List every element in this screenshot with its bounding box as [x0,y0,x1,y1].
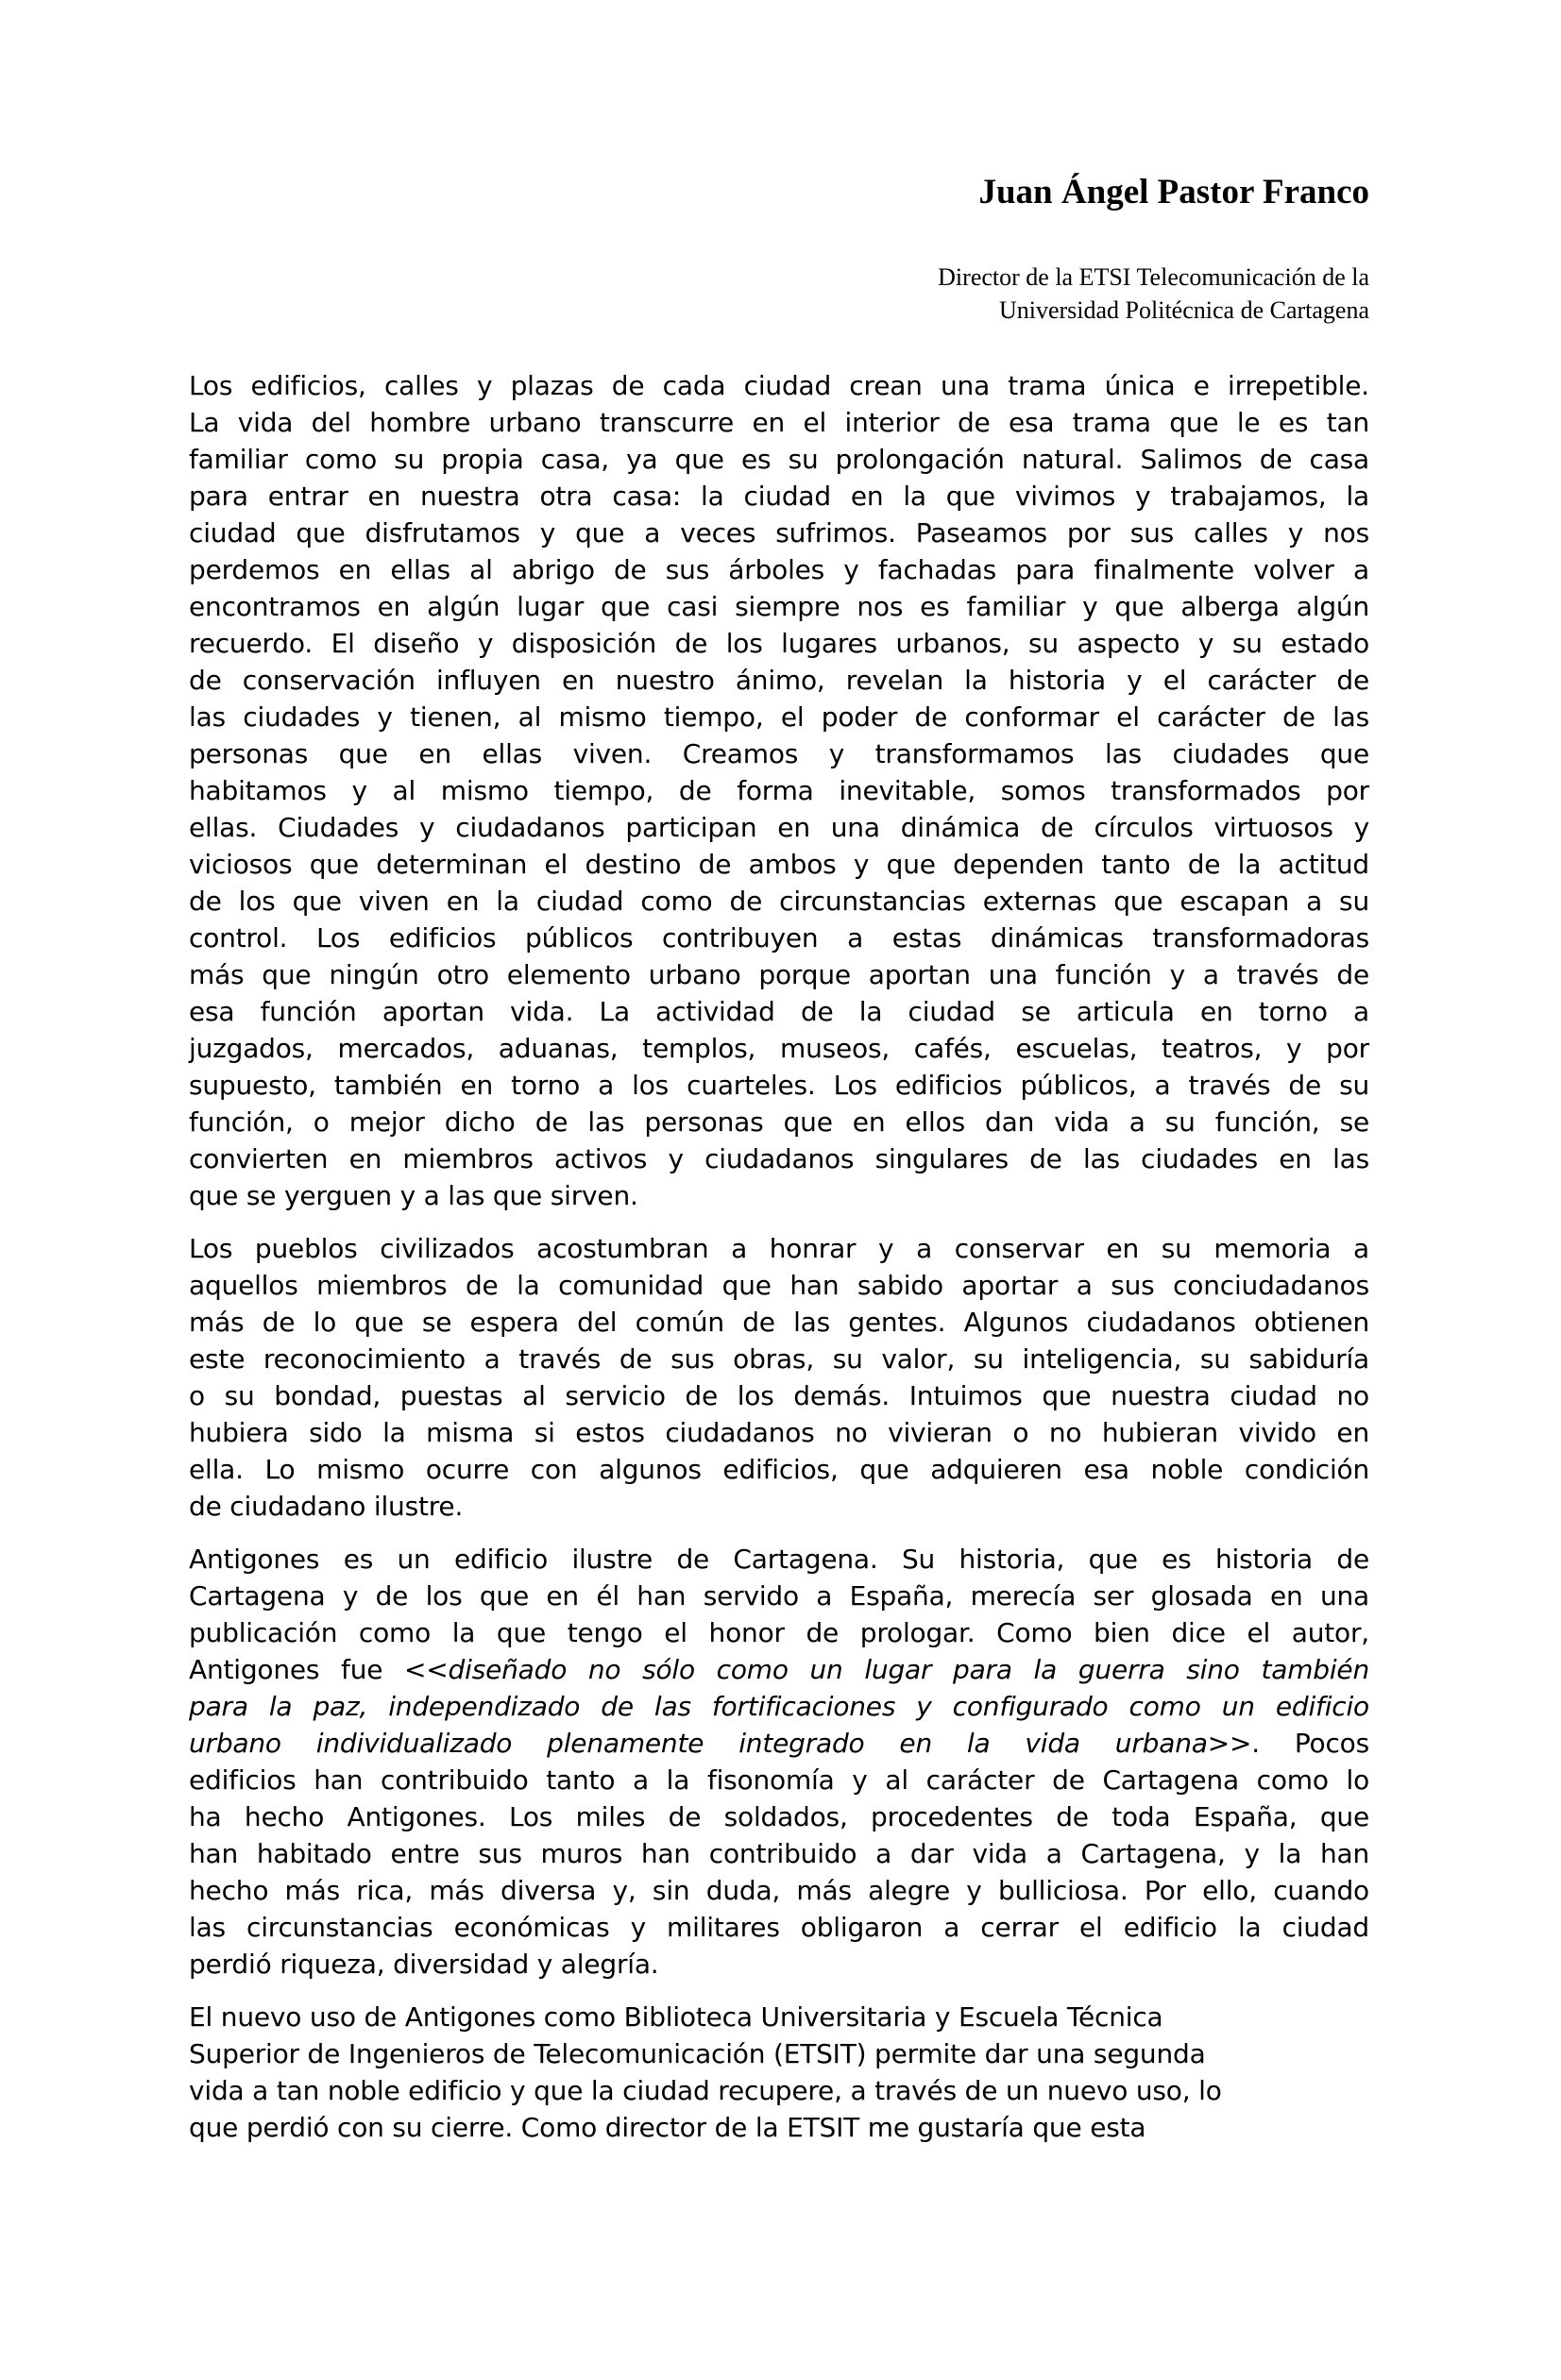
text-line [189,588,1369,625]
author-affiliation [189,261,1369,327]
text-line [189,1377,1369,1414]
text-line [189,515,1369,551]
text-segment: El nuevo uso de Antigones como Biblioteca Universitaria y Escuela Técnica [189,2001,1163,2033]
text-segment: Antigones es un edificio ilustre de Cartagena. Su historia, que es historia de [189,1544,1369,1575]
text-line [189,478,1369,515]
text-line [189,1304,1369,1341]
affiliation-line-2: Universidad Politécnica de Cartagena [998,296,1369,324]
text-line [189,1725,1369,1762]
text-line [189,1451,1369,1488]
text-segment: aquellos miembros de la comunidad que han sabido aportar a sus conciudadanos [189,1270,1369,1301]
text-line [189,1946,1369,1983]
text-segment: ellas. Ciudades y ciudadanos participan en una dinámica de círculos virtuosos y [189,812,1369,843]
text-segment: para entrar en nuestra otra casa: la ciudad en la que vivimos y trabajamos, la [189,481,1369,512]
text-line [189,662,1369,699]
text-segment: que se yerguen y a las que sirven. [189,1180,638,1211]
text-segment: perdemos en ellas al abrigo de sus árboles y fachadas para finalmente volver a [189,554,1369,585]
text-line [189,2072,1369,2109]
text-line [189,809,1369,846]
text-segment: más de lo que se espera del común de las gentes. Algunos ciudadanos obtienen [189,1307,1369,1338]
document-body [189,367,1369,2146]
paragraph [189,1230,1369,1525]
affiliation-line-1: Director de la ETSI Telecomunicación de la [938,263,1369,291]
italic-text-segment: <<diseñado no sólo como un lugar para la guerra sino también [404,1654,1369,1685]
text-line [189,625,1369,662]
text-segment: de conservación influyen en nuestro ánimo, revelan la historia y el carácter de [189,665,1369,696]
paragraph [189,367,1369,1214]
text-line [189,1414,1369,1451]
text-segment: función, o mejor dicho de las personas que en ellos dan vida a su función, se [189,1106,1369,1138]
text-segment: ciudad que disfrutamos y que a veces sufrimos. Paseamos por sus calles y nos [189,517,1369,549]
text-line [189,1999,1369,2035]
text-segment: Los edificios, calles y plazas de cada ciudad crean una trama única e irrepetible. [189,370,1369,401]
text-line [189,1614,1369,1651]
text-segment: que perdió con su cierre. Como director de la ETSIT me gustaría que esta [189,2112,1146,2143]
text-segment: las ciudades y tienen, al mismo tiempo, el poder de conformar el carácter de las [189,701,1369,733]
text-segment: vida a tan noble edificio y que la ciudad recupere, a través de un nuevo uso, lo [189,2075,1222,2106]
text-line [189,1140,1369,1177]
text-line [189,1030,1369,1067]
text-line [189,1835,1369,1872]
text-segment: las circunstancias económicas y militares obligaron a cerrar el edificio la ciudad [189,1912,1369,1943]
text-line [189,846,1369,883]
text-segment: control. Los edificios públicos contribuyen a estas dinámicas transformadoras [189,922,1369,954]
text-segment: publicación como la que tengo el honor de prologar. Como bien dice el autor, [189,1617,1369,1648]
text-segment: más que ningún otro elemento urbano porque aportan una función y a través de [189,959,1369,990]
text-segment: Superior de Ingenieros de Telecomunicación (ETSIT) permite dar una segunda [189,2038,1206,2069]
text-segment: ella. Lo mismo ocurre con algunos edificios, que adquieren esa noble condición [189,1454,1369,1485]
text-segment: encontramos en algún lugar que casi siempre nos es familiar y que alberga algún [189,591,1369,622]
text-segment: este reconocimiento a través de sus obras, su valor, su inteligencia, su sabiduría [189,1343,1369,1375]
text-segment: . Pocos [1251,1728,1369,1759]
text-line [189,1067,1369,1104]
text-line [189,1651,1369,1688]
text-line [189,1230,1369,1267]
text-segment: de ciudadano ilustre. [189,1491,464,1522]
text-segment: de los que viven en la ciudad como de circunstancias externas que escapan a su [189,886,1369,917]
italic-text-segment: para la paz, independizado de las fortificaciones y configurado como un edificio [189,1691,1369,1722]
text-segment: recuerdo. El diseño y disposición de los lugares urbanos, su aspecto y su estado [189,628,1369,659]
paragraph [189,1541,1369,1983]
text-line [189,1798,1369,1835]
text-segment: Los pueblos civilizados acostumbran a honrar y a conservar en su memoria a [189,1233,1369,1264]
text-line [189,1267,1369,1304]
text-segment: familiar como su propia casa, ya que es su prolongación natural. Salimos de casa [189,444,1369,475]
text-line [189,367,1369,404]
text-line [189,441,1369,478]
text-segment: perdió riqueza, diversidad y alegría. [189,1949,659,1980]
text-line [189,1578,1369,1614]
document-page [0,172,1561,2380]
text-line [189,404,1369,441]
text-segment: La vida del hombre urbano transcurre en el interior de esa trama que le es tan [189,407,1369,438]
text-segment: han habitado entre sus muros han contribuido a dar vida a Cartagena, y la han [189,1838,1369,1869]
text-line [189,993,1369,1030]
text-line [189,1762,1369,1798]
text-segment: esa función aportan vida. La actividad de la ciudad se articula en torno a [189,996,1369,1027]
text-segment: personas que en ellas viven. Creamos y transformamos las ciudades que [189,738,1369,769]
text-line [189,1488,1369,1525]
text-line [189,1104,1369,1140]
text-segment: o su bondad, puestas al servicio de los demás. Intuimos que nuestra ciudad no [189,1380,1369,1411]
text-line [189,956,1369,993]
text-segment: Antigones fue [189,1654,405,1685]
text-segment: convierten en miembros activos y ciudadanos singulares de las ciudades en las [189,1143,1369,1174]
text-segment: Cartagena y de los que en él han servido a España, merecía ser glosada en una [189,1580,1369,1612]
author-name: Juan Ángel Pastor Franco [978,173,1369,211]
text-line [189,1688,1369,1725]
text-line [189,1341,1369,1377]
text-line [189,2035,1369,2072]
text-segment: edificios han contribuido tanto a la fisonomía y al carácter de Cartagena como lo [189,1764,1369,1796]
text-line [189,551,1369,588]
italic-text-segment: urbano individualizado plenamente integrado en la vida urbana>> [189,1728,1252,1759]
text-line [189,1177,1369,1214]
text-line [189,920,1369,956]
text-segment: viciosos que determinan el destino de ambos y que dependen tanto de la actitud [189,849,1369,880]
text-segment: supuesto, también en torno a los cuarteles. Los edificios públicos, a través de su [189,1070,1369,1101]
text-line [189,2109,1369,2146]
text-line [189,1909,1369,1946]
text-segment: juzgados, mercados, aduanas, templos, museos, cafés, escuelas, teatros, y por [189,1033,1369,1064]
text-line [189,735,1369,772]
text-line [189,772,1369,809]
text-segment: hecho más rica, más diversa y, sin duda, más alegre y bulliciosa. Por ello, cuando [189,1875,1369,1906]
text-line [189,1872,1369,1909]
paragraph [189,1999,1369,2146]
text-line [189,699,1369,735]
text-line [189,1541,1369,1578]
text-segment: hubiera sido la misma si estos ciudadanos no vivieran o no hubieran vivido en [189,1417,1369,1448]
text-segment: habitamos y al mismo tiempo, de forma inevitable, somos transformados por [189,775,1369,806]
text-segment: ha hecho Antigones. Los miles de soldados, procedentes de toda España, que [189,1801,1369,1832]
text-line [189,883,1369,920]
